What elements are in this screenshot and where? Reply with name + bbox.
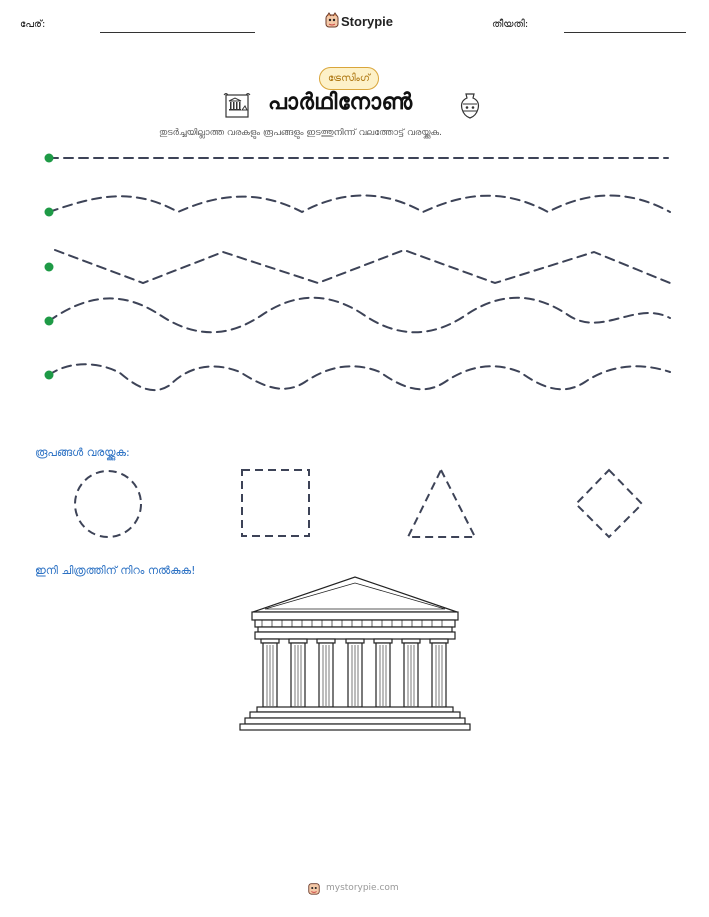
- storypie-mascot-icon: [307, 880, 321, 894]
- color-heading: ഇനി ചിത്രത്തിന് നിറം നൽകുക!: [35, 564, 196, 577]
- parthenon-coloring-image: [240, 577, 470, 730]
- trace-line-zigzag: [55, 250, 670, 283]
- start-dot: [45, 154, 54, 163]
- start-dot: [45, 263, 54, 272]
- start-dot: [45, 208, 54, 217]
- trace-circle: [75, 471, 141, 537]
- trace-line-bumps: [49, 364, 670, 390]
- trace-line-curve: [49, 195, 670, 212]
- page-title: പാർഥിനോൺ: [268, 90, 413, 115]
- activity-badge: ട്രേസിംഗ്: [319, 67, 379, 90]
- start-dot: [45, 317, 54, 326]
- trace-triangle: [408, 470, 475, 537]
- trace-diamond: [576, 470, 642, 537]
- brand-name: Storypie: [341, 14, 394, 29]
- name-label: പേര്:: [20, 19, 46, 30]
- trace-square: [242, 470, 309, 536]
- date-label: തീയതി:: [492, 19, 529, 30]
- trace-line-wave: [49, 298, 670, 333]
- start-dot: [45, 371, 54, 380]
- instruction-text: തുടർച്ചയില്ലാത്ത വരകളും രൂപങ്ങളും ഇടത്തുനിന്ന് വലത്തോട്ട് വരയ്ക്കുക.: [159, 128, 442, 138]
- footer-url[interactable]: mystorypie.com: [326, 883, 399, 893]
- shapes-heading: രൂപങ്ങൾ വരയ്ക്കുക:: [35, 446, 130, 459]
